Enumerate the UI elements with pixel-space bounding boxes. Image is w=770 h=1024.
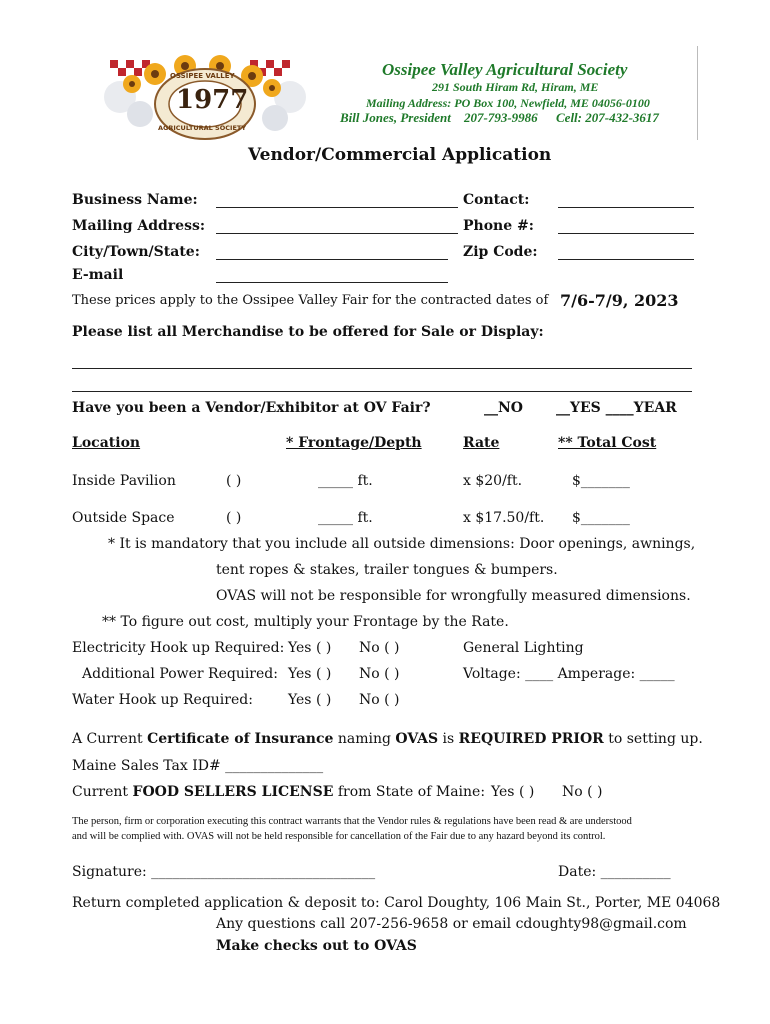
org-name: Ossipee Valley Agricultural Society — [382, 60, 628, 79]
contact-field[interactable] — [558, 207, 694, 208]
electricity-no[interactable]: No ( ) — [359, 640, 400, 656]
electricity-yes[interactable]: Yes ( ) — [288, 640, 332, 656]
merchandise-line-1[interactable] — [72, 368, 692, 369]
cost-note: ** To figure out cost, multiply your Frontage by the Rate. — [102, 614, 509, 630]
row-inside-rate: x $20/ft. — [463, 473, 523, 489]
fair-dates: 7/6-7/9, 2023 — [560, 291, 679, 310]
date-field[interactable]: Date: __________ — [558, 864, 671, 880]
mailing-address-label: Mailing Address: — [72, 218, 206, 234]
insurance-mid: naming — [333, 731, 396, 747]
header-rate: Rate — [463, 435, 500, 451]
mandatory-note-2: tent ropes & stakes, trailer tongues & bumpers. — [216, 562, 558, 578]
ovas-logo — [100, 52, 310, 142]
city-state-field[interactable] — [216, 259, 448, 260]
water-label: Water Hook up Required: — [72, 692, 253, 708]
food-pre: Current — [72, 784, 133, 800]
org-mailing: Mailing Address: PO Box 100, Newfield, ME 04056-0100 — [366, 96, 650, 110]
food-license — [72, 784, 485, 800]
additional-power-label: Additional Power Required: — [82, 666, 278, 682]
fine-print-2: and will be complied with. OVAS will not be held responsible for cancellation of the Fair due to any hazard beyond its control. — [72, 831, 606, 842]
row-inside-checkbox[interactable]: ( ) — [226, 473, 242, 489]
email-label: E-mail — [72, 267, 124, 283]
phone-field[interactable] — [558, 233, 694, 234]
insurance-mid2: is — [438, 731, 459, 747]
row-outside-frontage[interactable]: _____ ft. — [318, 510, 373, 526]
row-outside-rate: x $17.50/ft. — [463, 510, 545, 526]
additional-power-no[interactable]: No ( ) — [359, 666, 400, 682]
insurance-pre: A Current — [72, 731, 148, 747]
general-lighting-label: General Lighting — [463, 640, 584, 656]
insurance-post: to setting up. — [603, 731, 703, 747]
food-post: from State of Maine: — [333, 784, 486, 800]
contact-label: Contact: — [463, 192, 530, 208]
additional-power-yes[interactable]: Yes ( ) — [288, 666, 332, 682]
row-inside-location: Inside Pavilion — [72, 473, 176, 489]
zip-label: Zip Code: — [463, 244, 538, 260]
logo-arc-bottom: AGRICULTURAL SOCIETY — [158, 124, 247, 132]
mailing-address-field[interactable] — [216, 233, 458, 234]
logo-year: 1977 — [176, 85, 249, 115]
header-total: ** Total Cost — [558, 435, 657, 451]
org-cell: Cell: 207-432-3617 — [556, 110, 659, 125]
business-name-field[interactable] — [216, 207, 458, 208]
food-license-no[interactable]: No ( ) — [562, 784, 603, 800]
header-location: Location — [72, 435, 141, 451]
prices-note: These prices apply to the Ossipee Valley Fair for the contracted dates of — [72, 293, 549, 308]
insurance-required: REQUIRED PRIOR — [458, 731, 604, 747]
row-inside-frontage[interactable]: _____ ft. — [318, 473, 373, 489]
merchandise-line-2[interactable] — [72, 391, 692, 392]
food-license-bold: FOOD SELLERS LICENSE — [132, 784, 334, 800]
mandatory-note: * It is mandatory that you include all outside dimensions: Door openings, awnings, — [108, 536, 696, 552]
row-outside-total[interactable]: $_______ — [572, 510, 630, 526]
row-outside-location: Outside Space — [72, 510, 175, 526]
fine-print-1: The person, firm or corporation executing this contract warrants that the Vendor rules & regulations have been read & are understood — [72, 816, 632, 827]
questions-contact: Any questions call 207-256-9658 or email cdoughty98@gmail.com — [216, 916, 687, 932]
org-phone: 207-793-9986 — [464, 110, 538, 125]
voltage-amperage-field[interactable]: Voltage: ____ Amperage: _____ — [463, 666, 675, 682]
return-address: Return completed application & deposit to: Carol Doughty, 106 Main St., Porter, ME 04068 — [72, 895, 721, 911]
vendor-question: Have you been a Vendor/Exhibitor at OV Fair? — [72, 400, 431, 416]
org-president: Bill Jones, President — [340, 110, 451, 125]
logo-arc-top: OSSIPEE VALLEY — [170, 72, 235, 80]
vendor-yes-year[interactable]: __YES ____YEAR — [556, 400, 677, 416]
business-name-label: Business Name: — [72, 192, 198, 208]
signature-field[interactable]: Signature: ________________________________ — [72, 864, 376, 880]
row-inside-total[interactable]: $_______ — [572, 473, 630, 489]
header-divider — [697, 46, 698, 140]
email-field[interactable] — [216, 282, 448, 283]
page-title: Vendor/Commercial Application — [248, 145, 552, 165]
header-frontage: * Frontage/Depth — [286, 435, 422, 451]
food-license-yes[interactable]: Yes ( ) — [491, 784, 535, 800]
row-outside-checkbox[interactable]: ( ) — [226, 510, 242, 526]
city-state-label: City/Town/State: — [72, 244, 200, 260]
merchandise-prompt: Please list all Merchandise to be offered for Sale or Display: — [72, 324, 544, 340]
insurance-ovas: OVAS — [395, 731, 439, 747]
insurance-requirement — [72, 731, 703, 747]
checks-payable: Make checks out to OVAS — [216, 938, 417, 954]
phone-label: Phone #: — [463, 218, 534, 234]
insurance-cert: Certificate of Insurance — [147, 731, 334, 747]
water-yes[interactable]: Yes ( ) — [288, 692, 332, 708]
vendor-no[interactable]: __NO — [484, 400, 523, 416]
water-no[interactable]: No ( ) — [359, 692, 400, 708]
org-street: 291 South Hiram Rd, Hiram, ME — [432, 80, 599, 94]
electricity-label: Electricity Hook up Required: — [72, 640, 285, 656]
ovas-responsibility-note: OVAS will not be responsible for wrongfully measured dimensions. — [216, 588, 691, 604]
zip-field[interactable] — [558, 259, 694, 260]
tax-id-field[interactable]: Maine Sales Tax ID# ______________ — [72, 758, 324, 774]
